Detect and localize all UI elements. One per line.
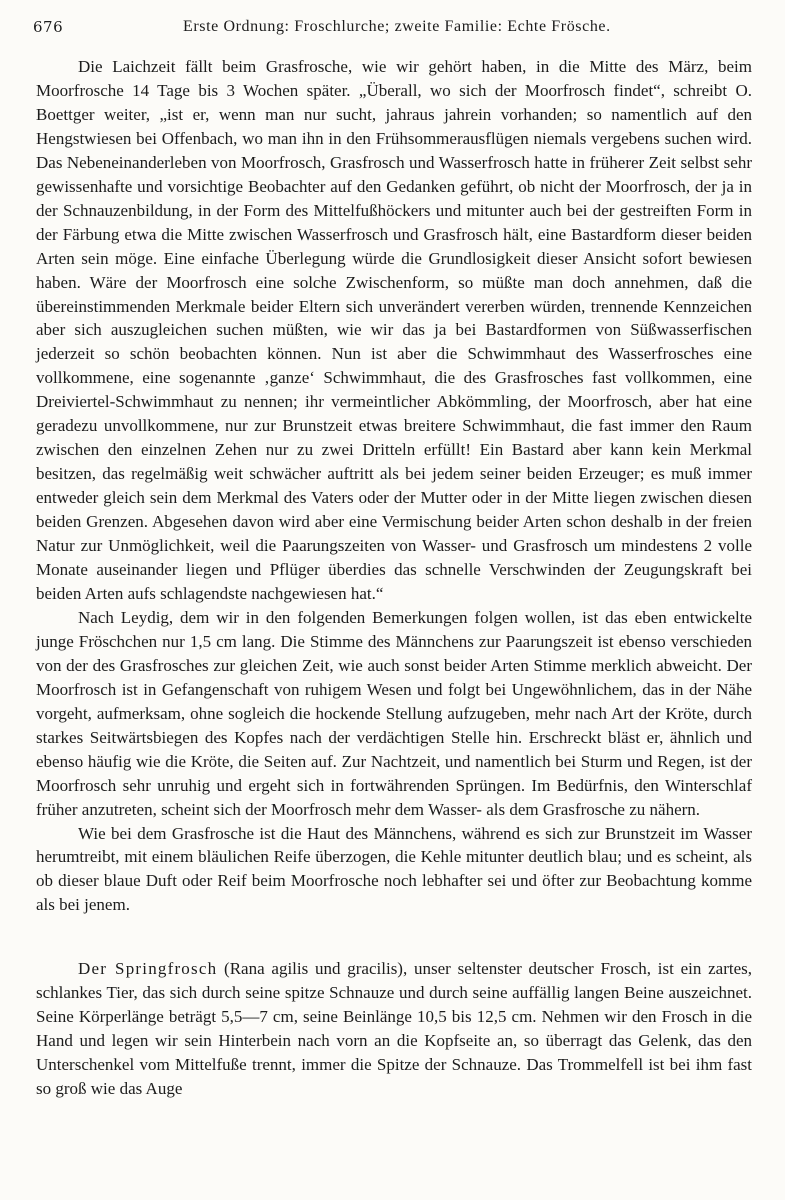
running-head: Erste Ordnung: Froschlurche; zweite Familie: Echte Frösche. — [183, 18, 611, 35]
springfrosch-text: (Rana agilis und gracilis), unser seltenster deutscher Frosch, ist ein zartes, schlankes Tier, das sich durch seine spitze Schnauze und durch seine auffällig langen Beine auszeichnet. Seine Körperlänge beträgt 5,5—7 cm, seine Beinlänge 10,5 bis 12,5 cm. Nehmen wir den Frosch in die Hand und legen wir sein Hinterbein nach vorn an die Kopfseite an, so überragt das Gelenk, das den Unterschenkel vom Mittelfuße trennt, immer die Spitze der Schnauze. Das Trommelfell ist bei ihm fast so groß wie das Auge — [36, 959, 752, 1099]
page-header — [33, 14, 753, 40]
species-name: Der Springfrosch — [78, 959, 218, 979]
paragraph-leydig: Nach Leydig, dem wir in den folgenden Bemerkungen folgen wollen, ist das eben entwickelte junge Fröschchen nur 1,5 cm lang. Die Stimme des Männchens zur Paarungszeit ist ebenso verschieden von der des Grasfrosches zur gleichen Zeit, wie auch sonst beider Arten Stimme merklich abweicht. Der Moorfrosch ist in Gefangenschaft von ruhigem Wesen und folgt bei Ungewöhnlichem, das in der Nähe vorgeht, aufmerksam, ohne sogleich die hockende Stellung aufzugeben, mehr nach Art der Kröte, durch starkes Seitwärtsbiegen des Kopfes nach der verdächtigen Stelle hin. Erschreckt bläst er, ähnlich und ebenso häufig wie die Kröte, die Seiten auf. Zur Nachtzeit, und namentlich bei Sturm und Regen, ist der Moorfrosch sehr unruhig und ergeht sich in fortwährenden Sprüngen. Im Bedürfnis, den Winterschlaf früher anzutreten, scheint sich der Moorfrosch mehr dem Wasser- als dem Grasfrosche zu nähern. — [36, 607, 752, 819]
paragraph-moorfrosch-laichzeit: Die Laichzeit fällt beim Grasfrosche, wie wir gehört haben, in die Mitte des März, beim Moorfrosche 14 Tage bis 3 Wochen später. „Überall, wo sich der Moorfrosch findet“, schreibt O. Boettger weiter, „ist er, wenn man nur sucht, jahraus jahrein vorhanden; so namentlich auf den Hengstwiesen bei Offenbach, wo man ihn in den Frühsommerausflügen niemals vergebens suchen wird. Das Nebeneinanderleben von Moorfrosch, Grasfrosch und Wasserfrosch hatte in früherer Zeit selbst sehr gewissenhafte und vorsichtige Beobachter auf den Gedanken geführt, ob nicht der Moorfrosch, der ja in der Schnauzenbildung, in der Form des Mittelfußhöckers und mitunter auch bei der gestreiften Form in der Färbung etwa die Mitte zwischen Wasserfrosch und Grasfrosch hält, eine Bastardform dieser beiden Arten sein möge. Eine einfache Überlegung würde die Grundlosigkeit dieser Ansicht sofort bewiesen haben. Wäre der Moorfrosch eine solche Zwischenform, so müßte man doch annehmen, daß die übereinstimmenden Merkmale beider Eltern sich unverändert vererben würden, trennende Kennzeichen aber sich auszugleichen suchen müßten, wie wir das ja bei Bastardformen von Süßwasserfischen jederzeit so schön beobachten können. Nun ist aber die Schwimmhaut des Wasserfrosches eine vollkommene, eine sogenannte ‚ganze‘ Schwimmhaut, die des Grasfrosches fast vollkommen, eine Dreiviertel-Schwimmhaut zu nennen; ihr vermeintlicher Abkömmling, der Moorfrosch, aber hat eine geradezu unvollkommene, nur zur Brunstzeit etwas breitere Schwimmhaut, die fast immer den Raum zwischen den einzelnen Zehen nur zu zwei Dritteln erfüllt! Ein Bastard aber kann kein Merkmal besitzen, das regelmäßig weit schwächer auftritt als bei jedem seiner beiden Erzeuger; es muß immer entweder gleich sein dem Merkmal des Vaters oder der Mutter oder in der Mitte liegen zwischen diesen beiden Grenzen. Abgesehen davon wird aber eine Vermischung beider Arten schon deshalb in der freien Natur zur Unmöglichkeit, weil die Paarungszeiten von Wasser- und Grasfrosch um mindestens 2 volle Monate auseinander liegen und Pflüger überdies das schnelle Verschwinden der Zeugungskraft bei beiden Arten aufs schlagendste nachgewiesen hat.“ — [36, 57, 752, 603]
paragraph-haut: Wie bei dem Grasfrosche ist die Haut des Männchens, während es sich zur Brunstzeit im Wasser herumtreibt, mit einem bläulichen Reife überzogen, die Kehle mitunter deutlich blau; und es scheint, als ob dieser blaue Duft oder Reif beim Moorfrosche noch lebhafter sei und öfter zur Beobachtung komme als bei jenem. — [36, 823, 752, 915]
paragraph-springfrosch — [36, 957, 752, 1101]
body-text — [36, 55, 752, 1101]
page-number: 676 — [33, 18, 64, 36]
